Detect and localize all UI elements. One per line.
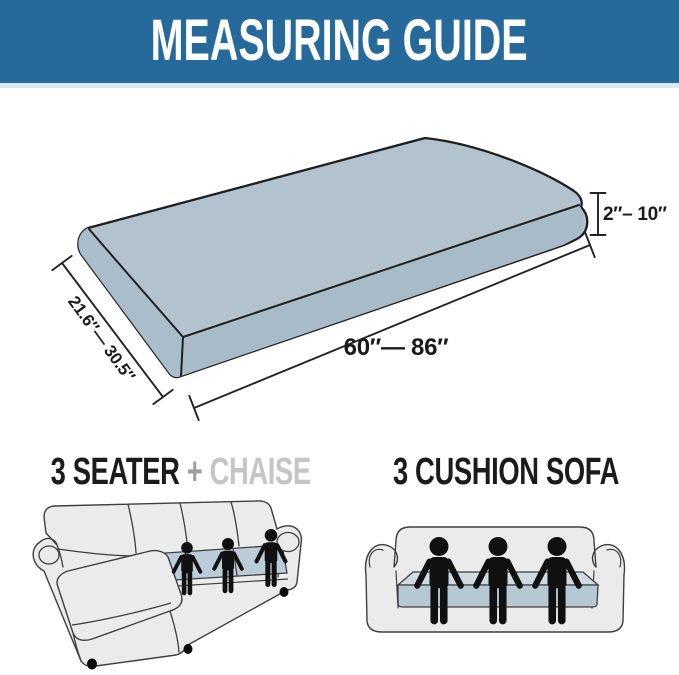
header-banner [0,0,679,83]
cushion-illustration [78,138,587,377]
label-3-cushion-sofa: 3 CUSHION SOFA [392,451,619,493]
label-plus: + [186,451,203,493]
sofa-illustrations [0,495,679,675]
cushion-sofa-label [349,450,649,494]
three-cushion-sofa-illustration [366,527,625,632]
label-chaise: CHAISE [209,451,311,493]
label-3-seater: 3 SEATER [50,451,180,493]
product-labels-row [0,450,679,494]
sectional-label [0,450,354,494]
thickness-label: 2″– 10″ [603,204,667,225]
page-title: MEASURING GUIDE [151,8,528,73]
header-divider [0,83,679,88]
cushion-measurement-diagram [0,90,679,450]
depth-label: 21.6″— 30.5″ [64,292,139,386]
left-arm-scroll [39,546,59,564]
width-label: 60″— 86″ [343,334,449,361]
sectional-sofa-illustration [33,501,301,670]
